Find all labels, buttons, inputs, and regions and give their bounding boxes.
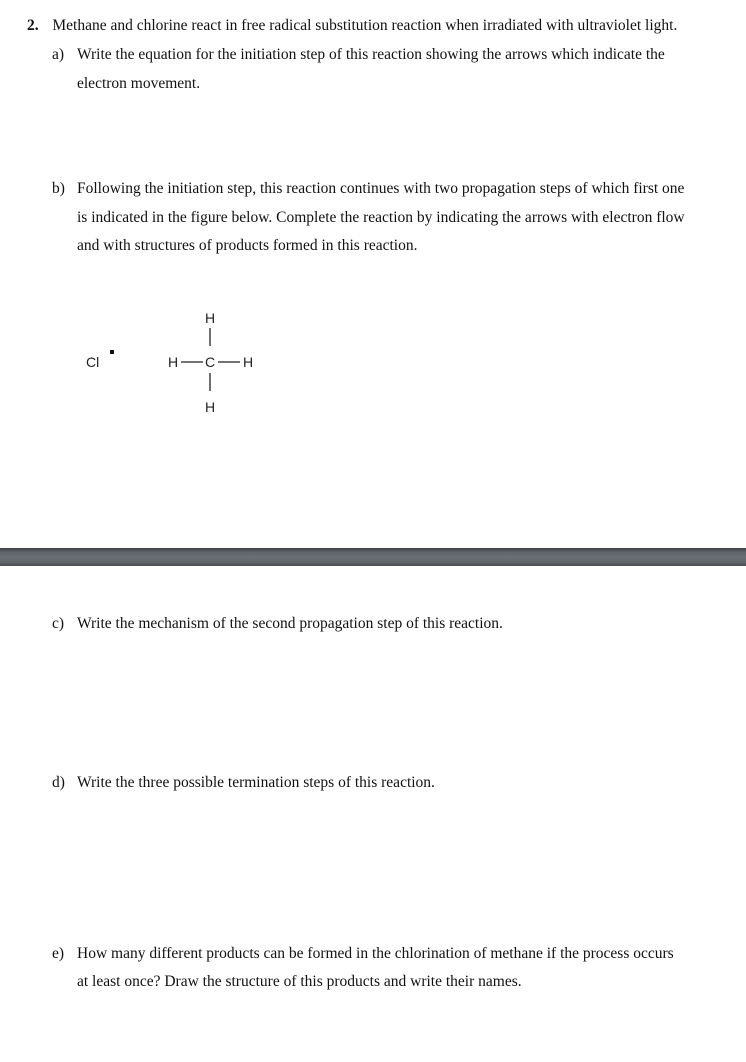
part-b-text-line-2: is indicated in the figure below. Complete the reaction by indicating the arrows with electron flow [77, 209, 685, 226]
part-e-text-line-1: How many different products can be formed in the chlorination of methane if the process occurs [77, 945, 674, 962]
worksheet-page-bottom [0, 566, 746, 1062]
radical-electron-dot [110, 350, 114, 354]
methane-h-bottom: H [205, 399, 216, 415]
page-break-divider [0, 548, 746, 566]
part-a-text-line-1: Write the equation for the initiation step of this reaction showing the arrows which indicate the [77, 46, 665, 63]
methane-h-left: H [168, 354, 179, 370]
question-2-intro [27, 16, 677, 36]
part-d-text-line-1: Write the three possible termination steps of this reaction. [77, 774, 435, 791]
part-e-text-line-2: at least once? Draw the structure of this products and write their names. [77, 973, 522, 990]
part-b-text-line-3: and with structures of products formed in this reaction. [77, 237, 418, 254]
part-a-text-line-2: electron movement. [77, 75, 201, 92]
part-a-label: a) [52, 46, 65, 63]
part-b-label: b) [52, 180, 65, 197]
question-intro-text: Methane and chlorine react in free radical substitution reaction when irradiated with ultraviolet light. [52, 17, 678, 34]
part-c-text-line-1: Write the mechanism of the second propagation step of this reaction. [77, 615, 503, 632]
reaction-figure [80, 300, 280, 420]
methane-c-center: C [205, 354, 216, 370]
part-e-label: e) [52, 945, 65, 962]
part-d-label: d) [52, 774, 65, 791]
part-b-text-line-1: Following the initiation step, this reaction continues with two propagation steps of which first one [77, 180, 685, 197]
methane-h-right: H [243, 354, 254, 370]
methane-h-top: H [205, 310, 216, 326]
question-number: 2. [27, 17, 39, 34]
part-c-label: c) [52, 615, 65, 632]
chlorine-atom-label: Cl [86, 354, 100, 370]
